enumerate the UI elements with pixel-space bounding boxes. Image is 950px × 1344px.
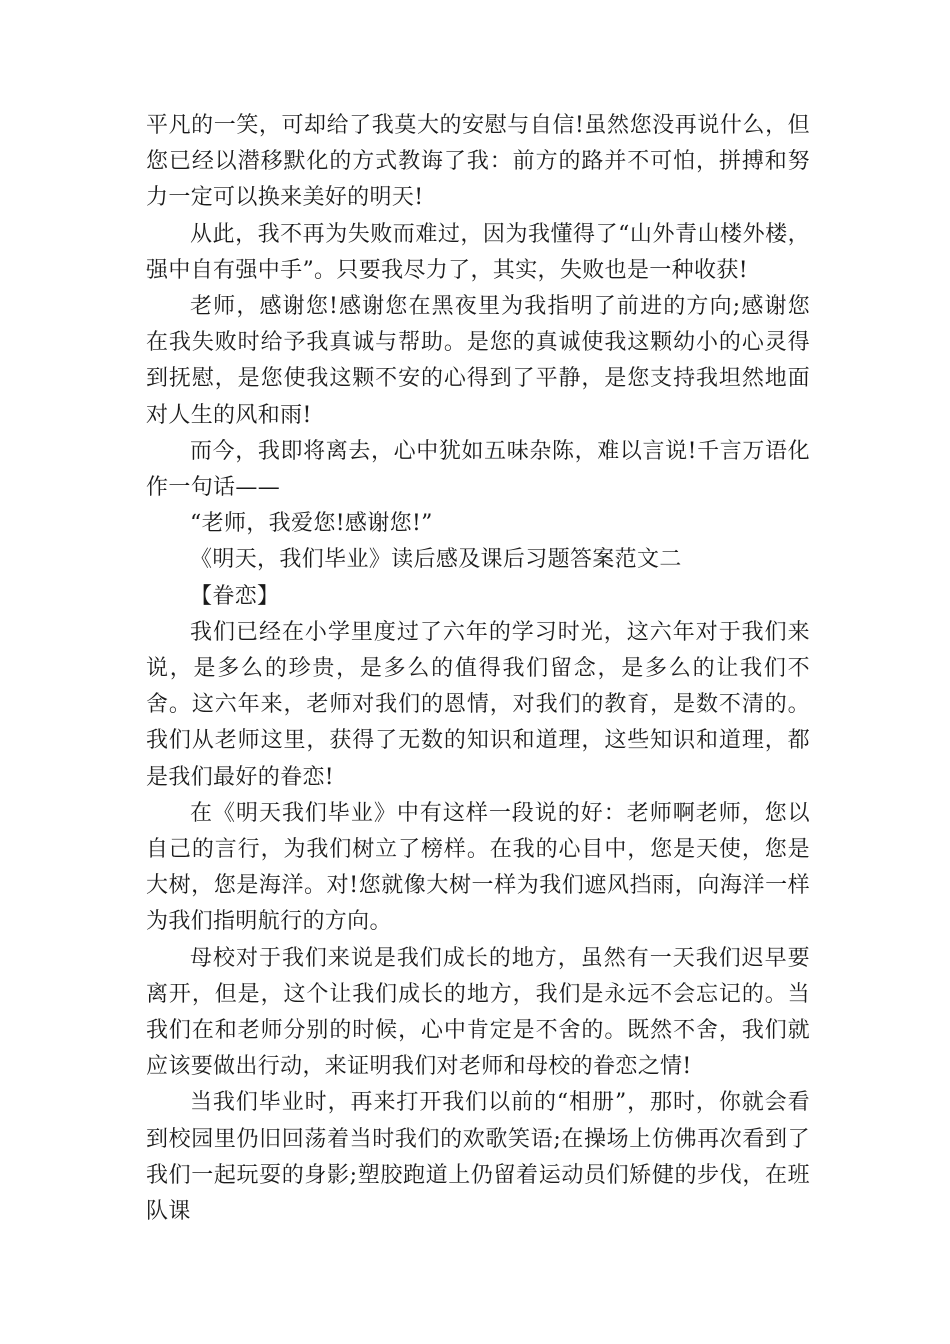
paragraph: 母校对于我们来说是我们成长的地方，虽然有一天我们迟早要离开，但是，这个让我们成长的地方，我们是永远不会忘记的。当我们在和老师分别的时候，心中肯定是不舍的。既然不舍，我们就应该要做出行动，来证明我们对老师和母校的眷恋之情! bbox=[146, 945, 810, 1080]
quote-line: “老师，我爱您!感谢您!” bbox=[190, 511, 433, 537]
paragraph: 从此，我不再为失败而难过，因为我懂得了“山外青山楼外楼，强中自有强中手”。只要我尽力了，其实，失败也是一种收获! bbox=[146, 221, 810, 283]
paragraph: 我们已经在小学里度过了六年的学习时光，这六年对于我们来说，是多么的珍贵，是多么的值得我们留念，是多么的让我们不舍。这六年来，老师对我们的恩情，对我们的教育，是数不清的。我们从老师这里，获得了无数的知识和道理，这些知识和道理，都是我们最好的眷恋! bbox=[146, 619, 810, 790]
paragraph: 老师，感谢您!感谢您在黑夜里为我指明了前进的方向;感谢您在我失败时给予我真诚与帮助。是您的真诚使我这颗幼小的心灵得到抚慰，是您使我这颗不安的心得到了平静，是您支持我坦然地面对人生的风和雨! bbox=[146, 294, 810, 428]
paragraph: 平凡的一笑，可却给了我莫大的安慰与自信!虽然您没再说什么，但您已经以潜移默化的方式教诲了我：前方的路并不可怕，拼搏和努力一定可以换来美好的明天! bbox=[146, 113, 810, 211]
paragraph: 当我们毕业时，再来打开我们以前的“相册”，那时，你就会看到校园里仍旧回荡着当时我们的欢歌笑语;在操场上仿佛再次看到了我们一起玩耍的身影;塑胶跑道上仍留着运动员们矫健的步伐，在班队课 bbox=[146, 1090, 810, 1225]
paragraph: 而今，我即将离去，心中犹如五味杂陈，难以言说!千言万语化作一句话—— bbox=[146, 438, 810, 501]
section-subheading: 【眷恋】 bbox=[190, 583, 280, 609]
document-body bbox=[146, 108, 810, 1230]
section-heading: 《明天，我们毕业》读后感及课后习题答案范文二 bbox=[190, 547, 682, 573]
paragraph: 在《明天我们毕业》中有这样一段说的好：老师啊老师，您以自己的言行，为我们树立了榜样。在我的心目中，您是天使，您是大树，您是海洋。对!您就像大树一样为我们遮风挡雨，向海洋一样为我们指明航行的方向。 bbox=[146, 800, 810, 935]
